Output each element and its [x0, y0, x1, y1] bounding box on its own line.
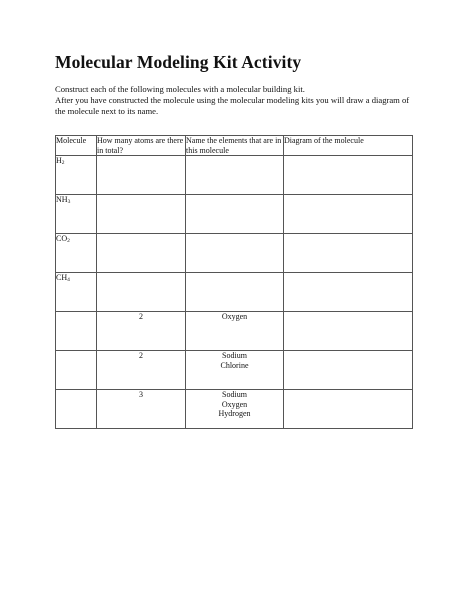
atom-count-cell[interactable] [97, 195, 186, 234]
elements-cell[interactable] [186, 156, 284, 195]
molecule-cell[interactable] [56, 195, 97, 234]
header-diagram: Diagram of the molecule [284, 136, 413, 156]
diagram-cell[interactable] [284, 390, 413, 429]
atom-count-cell[interactable] [97, 234, 186, 273]
molecule-cell[interactable] [56, 273, 97, 312]
table-row [56, 234, 413, 273]
header-elements: Name the elements that are in this molecule [186, 136, 284, 156]
elements-cell[interactable] [186, 351, 284, 390]
header-molecule: Molecule [56, 136, 97, 156]
table-header-row [56, 136, 413, 156]
formula-base: CO [56, 234, 68, 243]
atom-count-cell[interactable] [97, 156, 186, 195]
instruction-line: Construct each of the following molecules with a molecular building kit. [55, 84, 305, 94]
instruction-line: the molecule next to its name. [55, 106, 159, 116]
diagram-cell[interactable] [284, 156, 413, 195]
table-row [56, 273, 413, 312]
elements-cell[interactable] [186, 390, 284, 429]
atom-count: 3 [139, 390, 143, 399]
element-name: Sodium [222, 351, 247, 360]
formula-subscript: 2 [67, 238, 70, 244]
table-row [56, 156, 413, 195]
element-name: Hydrogen [218, 409, 251, 418]
diagram-cell[interactable] [284, 195, 413, 234]
atom-count: 2 [139, 312, 143, 321]
molecule-cell[interactable] [56, 234, 97, 273]
element-name: Oxygen [221, 399, 248, 409]
elements-cell[interactable] [186, 234, 284, 273]
formula-base: NH [56, 195, 68, 204]
formula-subscript: 3 [67, 199, 71, 205]
atom-count-cell[interactable] [97, 273, 186, 312]
diagram-cell[interactable] [284, 312, 413, 351]
atom-count-cell[interactable] [97, 312, 186, 351]
atom-count-cell[interactable] [97, 390, 186, 429]
formula-subscript: 4 [67, 277, 70, 283]
elements-cell[interactable] [186, 195, 284, 234]
molecule-cell[interactable] [56, 351, 97, 390]
instruction-line: After you have constructed the molecule using the molecular modeling kits you will draw a diagram of [55, 95, 410, 105]
formula-subscript: 2 [61, 160, 65, 166]
molecule-table [55, 135, 413, 429]
atom-count: 2 [139, 351, 143, 360]
table-row [56, 312, 413, 351]
table-row [56, 351, 413, 390]
elements-cell[interactable] [186, 312, 284, 351]
element-name: Chlorine [220, 360, 249, 370]
molecule-cell[interactable] [56, 156, 97, 195]
diagram-cell[interactable] [284, 234, 413, 273]
molecule-cell[interactable] [56, 312, 97, 351]
table-body [56, 156, 413, 429]
page-title: Molecular Modeling Kit Activity [55, 52, 302, 72]
table-row [56, 195, 413, 234]
element-name: Sodium [222, 390, 247, 399]
molecule-cell[interactable] [56, 390, 97, 429]
atom-count-cell[interactable] [97, 351, 186, 390]
formula-base: H [56, 156, 62, 165]
diagram-cell[interactable] [284, 273, 413, 312]
header-atom-count: How many atoms are there in total? [97, 136, 186, 156]
element-name: Oxygen [221, 312, 248, 321]
instructions [55, 84, 435, 117]
elements-cell[interactable] [186, 273, 284, 312]
table-row [56, 390, 413, 429]
formula-base: CH [56, 273, 68, 282]
diagram-cell[interactable] [284, 351, 413, 390]
